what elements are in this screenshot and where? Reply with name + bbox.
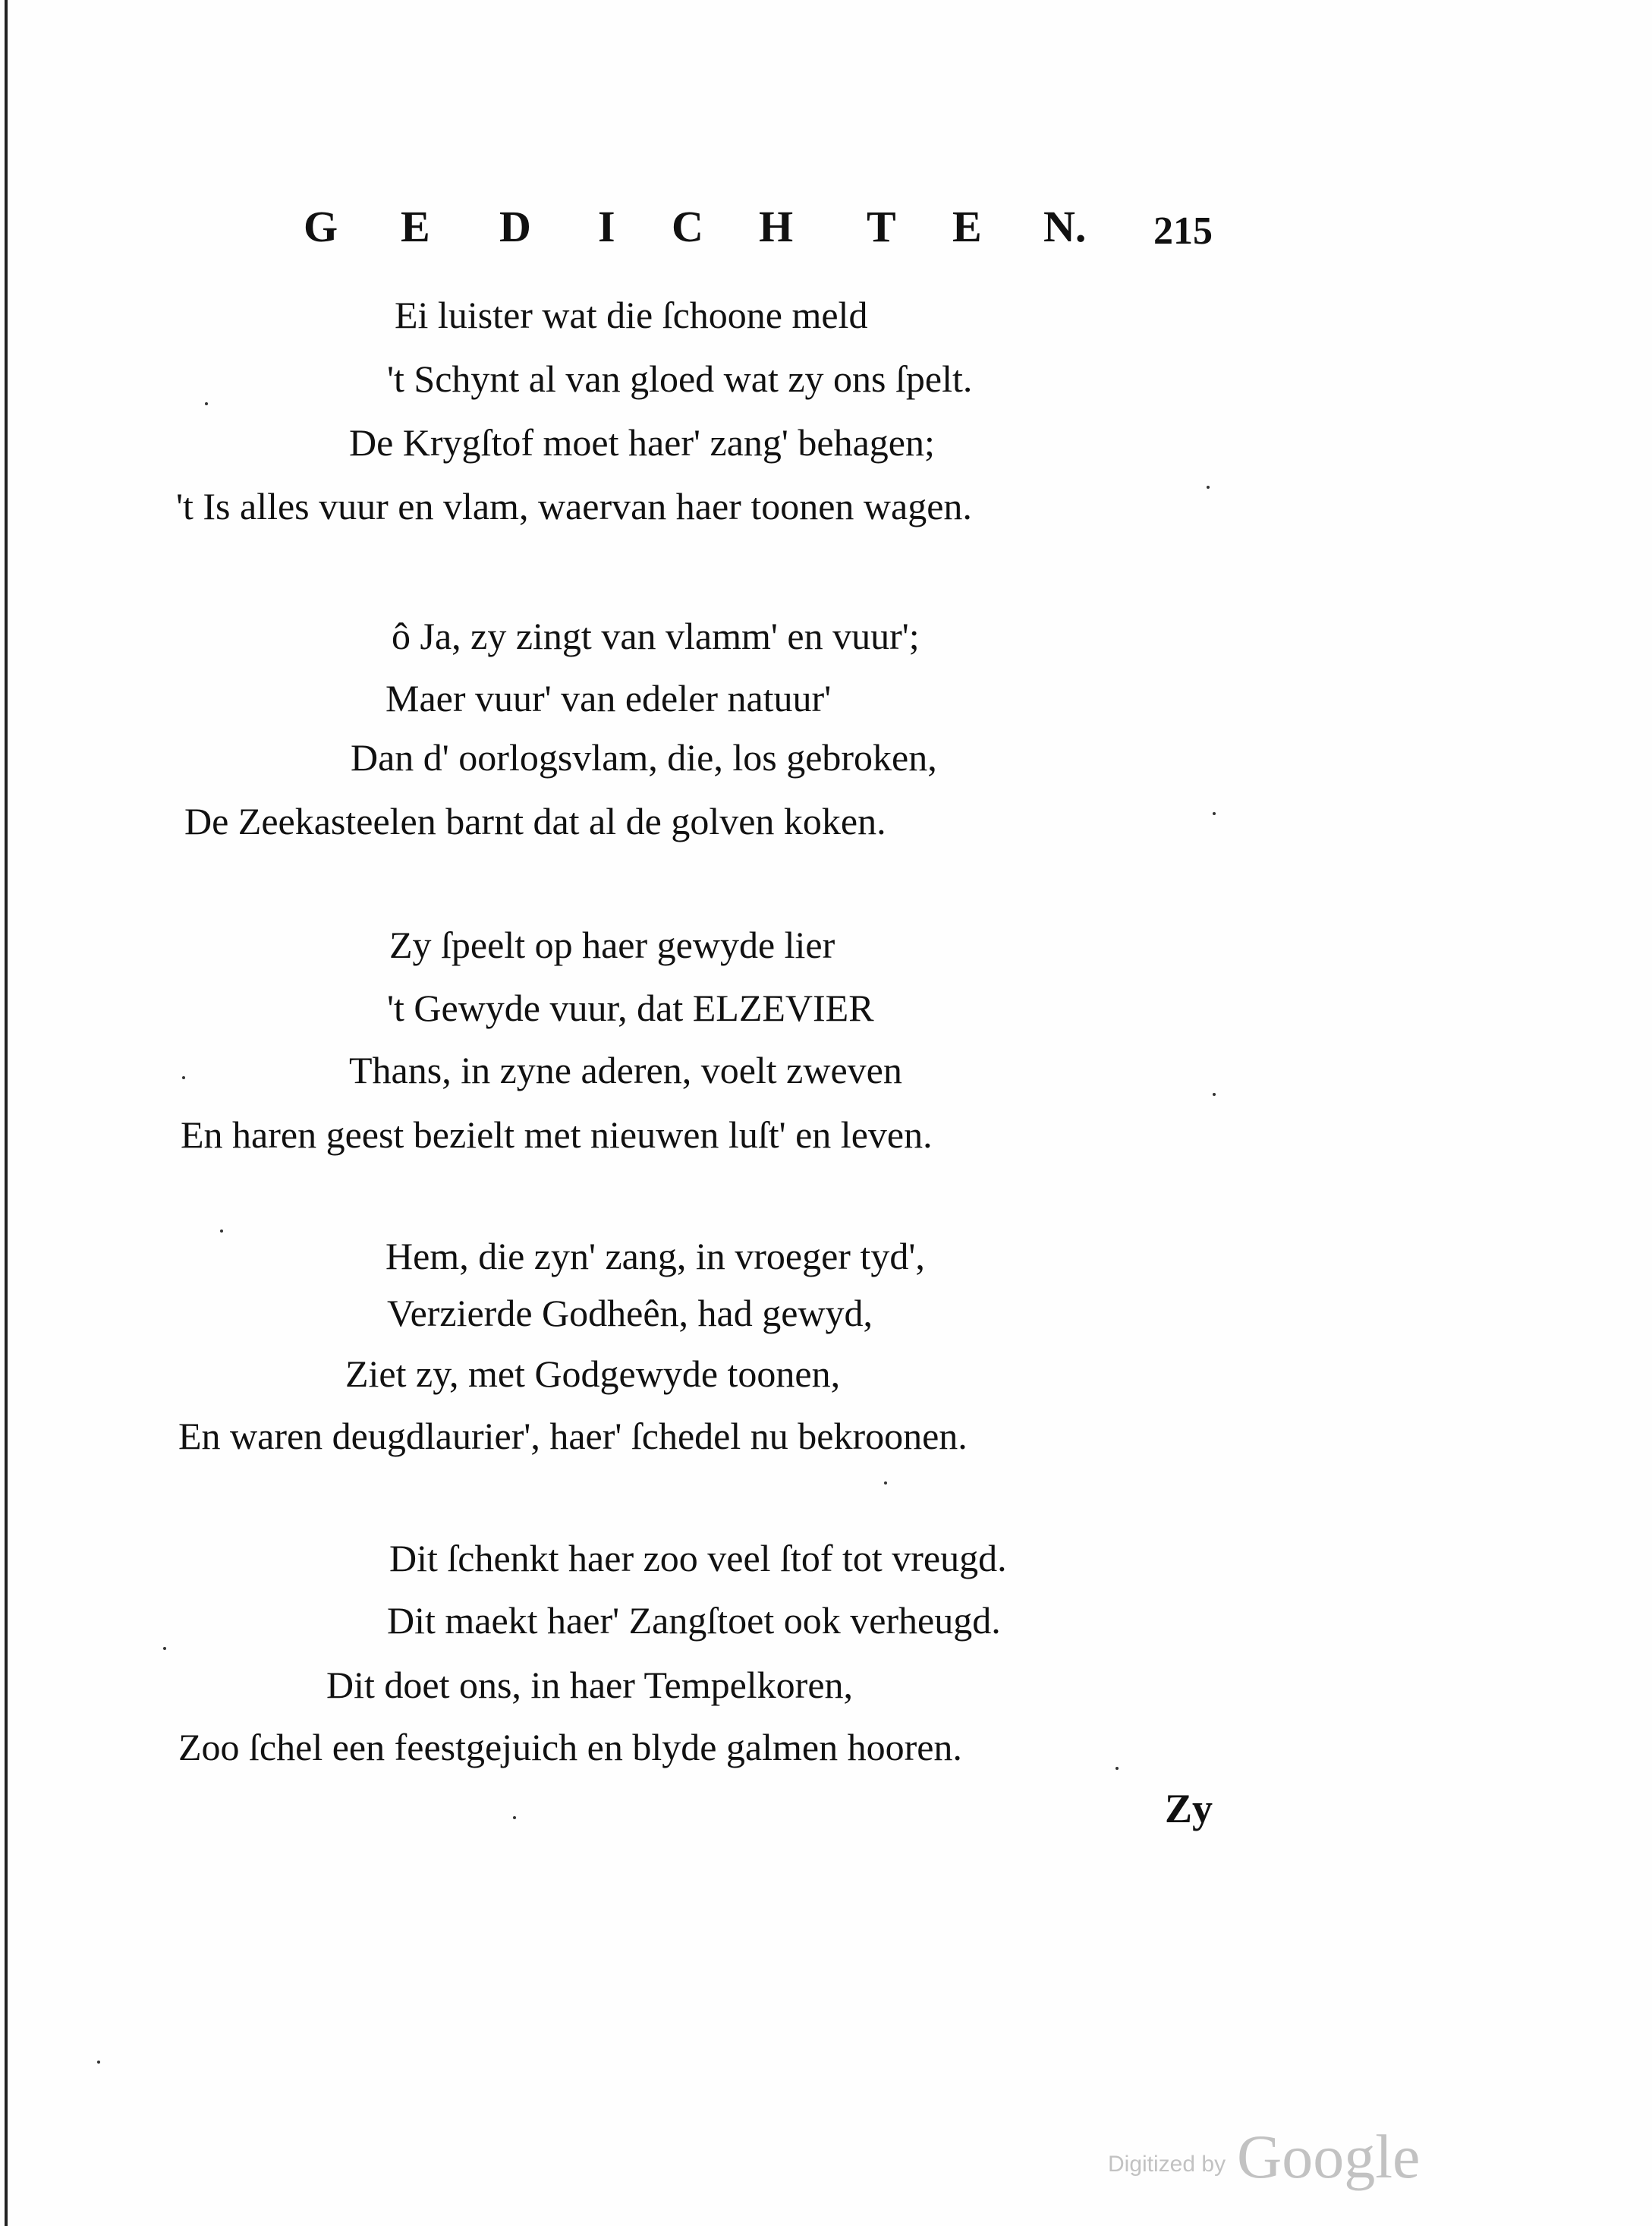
scan-speck xyxy=(1213,812,1216,815)
verse-line: Verzierde Godheên, had gewyd, xyxy=(387,1292,873,1334)
scan-speck xyxy=(1115,1767,1119,1770)
verse-line: Dit maekt haer' Zangſtoet ook verheugd. xyxy=(387,1599,1001,1642)
running-head-letter: C xyxy=(672,202,703,251)
scan-speck xyxy=(205,402,208,405)
running-head-letter: N. xyxy=(1043,202,1087,251)
verse-line: En haren geest bezielt met nieuwen luſt' en leven. xyxy=(181,1113,933,1156)
page-edge-line xyxy=(5,0,8,2226)
verse-line: Thans, in zyne aderen, voelt zweven xyxy=(349,1049,902,1091)
scan-speck xyxy=(97,2061,100,2064)
verse-line: Zoo ſchel een feestgejuich en blyde galmen hooren. xyxy=(178,1726,962,1768)
verse-line: 't Is alles vuur en vlam, waervan haer toonen wagen. xyxy=(176,485,972,527)
scan-speck xyxy=(1213,1093,1216,1096)
verse-line: ô Ja, zy zingt van vlamm' en vuur'; xyxy=(392,615,920,657)
verse-line: De Krygſtof moet haer' zang' behagen; xyxy=(349,421,935,464)
verse-line: De Zeekasteelen barnt dat al de golven koken. xyxy=(184,800,886,842)
verse-line: 't Schynt al van gloed wat zy ons ſpelt. xyxy=(387,357,973,400)
scan-speck xyxy=(884,1481,887,1485)
verse-line: Dan d' oorlogsvlam, die, los gebroken, xyxy=(351,736,937,779)
scan-speck xyxy=(513,1816,516,1819)
running-head-letter: D xyxy=(499,202,531,251)
page-number: 215 xyxy=(1153,209,1213,253)
running-head-letter: I xyxy=(598,202,615,251)
digitized-by-google-watermark xyxy=(1108,2121,1442,2190)
verse-line: 't Gewyde vuur, dat ELZEVIER xyxy=(387,987,874,1029)
verse-line: Hem, die zyn' zang, in vroeger tyd', xyxy=(385,1235,925,1277)
verse-line: Dit doet ons, in haer Tempelkoren, xyxy=(326,1664,854,1706)
scan-speck xyxy=(182,1076,185,1079)
running-head-letter: H xyxy=(759,202,794,251)
verse-line: Zy ſpeelt op haer gewyde lier xyxy=(389,924,835,966)
verse-line: Dit ſchenkt haer zoo veel ſtof tot vreugd. xyxy=(389,1537,1007,1579)
scan-speck xyxy=(220,1229,223,1233)
running-head-letter: G xyxy=(304,202,338,251)
verse-line: Ziet zy, met Godgewyde toonen, xyxy=(345,1352,841,1395)
running-head-letter: T xyxy=(867,202,896,251)
verse-line: En waren deugdlaurier', haer' ſchedel nu bekroonen. xyxy=(178,1415,968,1457)
scan-speck xyxy=(163,1647,166,1650)
running-head-letter: E xyxy=(401,202,430,251)
verse-line: Ei luister wat die ſchoone meld xyxy=(395,294,868,336)
google-logo: Google xyxy=(1237,2122,1421,2191)
catchword: Zy xyxy=(1165,1786,1213,1831)
running-head-letter: E xyxy=(952,202,982,251)
watermark-prefix: Digitized by xyxy=(1108,2152,1226,2177)
verse-line: Maer vuur' van edeler natuur' xyxy=(385,677,832,719)
running-head xyxy=(304,201,1199,254)
scan-speck xyxy=(1207,486,1210,489)
